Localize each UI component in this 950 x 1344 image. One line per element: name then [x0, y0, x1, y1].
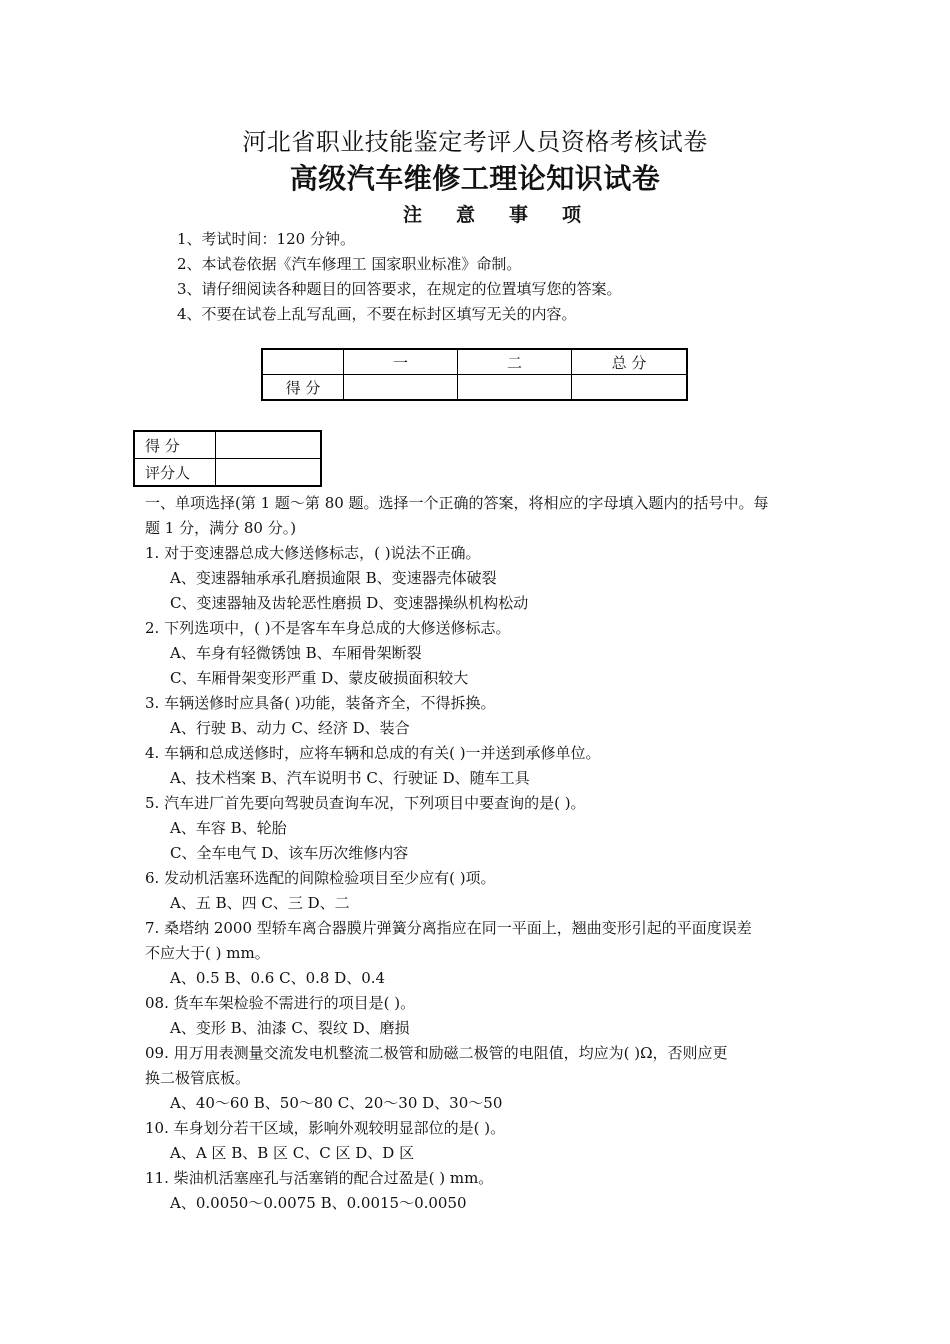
score-cell-section-1[interactable]	[344, 375, 458, 401]
notice-item: 2、本试卷依据《汽车修理工 国家职业标准》命制。	[177, 255, 522, 273]
notice-item: 1、考试时间：120 分钟。	[177, 230, 355, 248]
section-instruction: 一、单项选择(第 1 题～第 80 题。选择一个正确的答案，将相应的字母填入题内的括号中。每	[145, 494, 769, 512]
grader-table-score-row	[134, 431, 321, 459]
score-summary-table	[261, 348, 688, 401]
answer-options: A、0.0050～0.0075 B、0.0015～0.0050	[170, 1194, 467, 1212]
grader-table-grader-row	[134, 459, 321, 487]
score-table-header-total: 总 分	[572, 349, 688, 375]
answer-options: C、变速器轴及齿轮恶性磨损 D、变速器操纵机构松动	[170, 594, 529, 612]
question-text: 10. 车身划分若干区域，影响外观较明显部位的是( )。	[145, 1119, 506, 1137]
grader-score-cell[interactable]	[216, 431, 322, 459]
answer-options: A、变速器轴承承孔磨损逾限 B、变速器壳体破裂	[170, 569, 497, 587]
answer-options: A、A 区 B、B 区 C、C 区 D、D 区	[170, 1144, 415, 1162]
question-text: 6. 发动机活塞环选配的间隙检验项目至少应有( )项。	[145, 869, 496, 887]
grader-score-label: 得 分	[134, 431, 216, 459]
answer-options: A、行驶 B、动力 C、经济 D、装合	[170, 719, 410, 737]
score-table-score-row	[262, 375, 687, 401]
question-text: 换二极管底板。	[145, 1069, 251, 1087]
answer-options: A、车身有轻微锈蚀 B、车厢骨架断裂	[170, 644, 422, 662]
section-instruction: 题 1 分，满分 80 分。)	[145, 519, 297, 537]
answer-options: A、五 B、四 C、三 D、二	[170, 894, 350, 912]
exam-institution-title: 河北省职业技能鉴定考评人员资格考核试卷	[242, 128, 708, 156]
score-table-header-section-2: 二	[458, 349, 572, 375]
question-text: 08. 货车车架检验不需进行的项目是( )。	[145, 994, 416, 1012]
answer-options: A、车容 B、轮胎	[170, 819, 287, 837]
score-cell-total[interactable]	[572, 375, 688, 401]
question-text: 2. 下列选项中，( )不是客车车身总成的大修送修标志。	[145, 619, 511, 637]
question-text: 1. 对于变速器总成大修送修标志，( )说法不正确。	[145, 544, 481, 562]
question-text: 09. 用万用表测量交流发电机整流二极管和励磁二极管的电阻值，均应为( )Ω，否则应更	[145, 1044, 728, 1062]
score-row-label: 得 分	[262, 375, 344, 401]
question-text: 3. 车辆送修时应具备( )功能，装备齐全，不得拆换。	[145, 694, 496, 712]
grader-table	[133, 430, 322, 487]
score-table-header-section-1: 一	[344, 349, 458, 375]
notice-item: 4、不要在试卷上乱写乱画，不要在标封区填写无关的内容。	[177, 305, 577, 323]
question-text: 5. 汽车进厂首先要向驾驶员查询车况，下列项目中要查询的是( )。	[145, 794, 586, 812]
question-text: 11. 柴油机活塞座孔与活塞销的配合过盈是( ) mm。	[145, 1169, 494, 1187]
question-text: 4. 车辆和总成送修时，应将车辆和总成的有关( )一并送到承修单位。	[145, 744, 601, 762]
answer-options: A、技术档案 B、汽车说明书 C、行驶证 D、随车工具	[170, 769, 530, 787]
question-text: 不应大于( ) mm。	[145, 944, 270, 962]
answer-options: C、全车电气 D、该车历次维修内容	[170, 844, 409, 862]
answer-options: A、40～60 B、50～80 C、20～30 D、30～50	[170, 1094, 503, 1112]
answer-options: A、0.5 B、0.6 C、0.8 D、0.4	[170, 969, 386, 987]
score-table-header-row	[262, 349, 687, 375]
question-text: 7. 桑塔纳 2000 型轿车离合器膜片弹簧分离指应在同一平面上，翘曲变形引起的平面度误差	[145, 919, 752, 937]
grader-name-cell[interactable]	[216, 459, 322, 487]
exam-paper-title: 高级汽车维修工理论知识试卷	[289, 162, 661, 195]
grader-name-label: 评分人	[134, 459, 216, 487]
score-table-corner-cell	[262, 349, 344, 375]
notice-heading: 注意事项	[402, 204, 615, 226]
notice-item: 3、请仔细阅读各种题目的回答要求，在规定的位置填写您的答案。	[177, 280, 622, 298]
score-cell-section-2[interactable]	[458, 375, 572, 401]
answer-options: C、车厢骨架变形严重 D、蒙皮破损面积较大	[170, 669, 469, 687]
answer-options: A、变形 B、油漆 C、裂纹 D、磨损	[170, 1019, 410, 1037]
